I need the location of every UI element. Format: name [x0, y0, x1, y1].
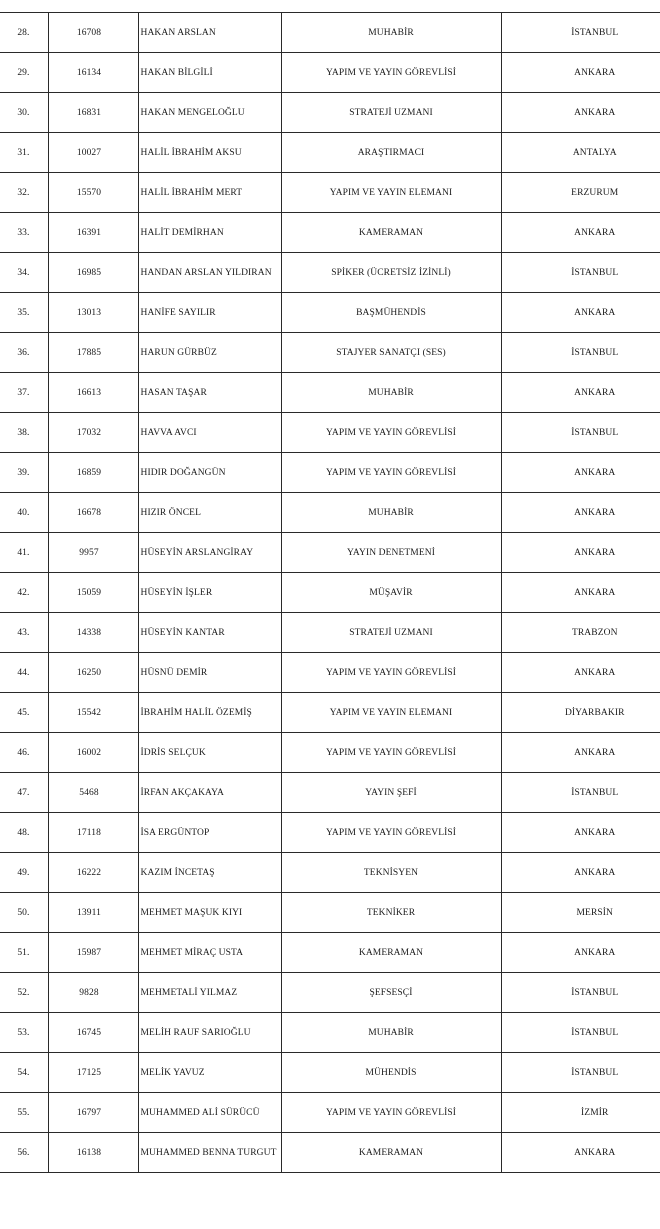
- table-row: [0, 53, 660, 93]
- employee-name: HIZIR ÖNCEL: [138, 493, 281, 533]
- job-title: MÜŞAVİR: [281, 573, 501, 613]
- employee-name: HÜSEYİN ARSLANGİRAY: [138, 533, 281, 573]
- job-title: YAYIN ŞEFİ: [281, 773, 501, 813]
- registry-number: 9828: [48, 973, 138, 1013]
- row-number: 51.: [0, 933, 48, 973]
- table-row: [0, 13, 660, 53]
- row-number: 44.: [0, 653, 48, 693]
- work-city: ANKARA: [501, 53, 660, 93]
- work-city: İSTANBUL: [501, 973, 660, 1013]
- table-row: [0, 933, 660, 973]
- work-city: ANKARA: [501, 373, 660, 413]
- work-city: ANKARA: [501, 293, 660, 333]
- table-row: [0, 573, 660, 613]
- table-row: [0, 1133, 660, 1173]
- registry-number: 15542: [48, 693, 138, 733]
- row-number: 35.: [0, 293, 48, 333]
- registry-number: 16134: [48, 53, 138, 93]
- work-city: ANKARA: [501, 733, 660, 773]
- row-number: 46.: [0, 733, 48, 773]
- job-title: BAŞMÜHENDİS: [281, 293, 501, 333]
- row-number: 47.: [0, 773, 48, 813]
- work-city: İSTANBUL: [501, 413, 660, 453]
- registry-number: 17032: [48, 413, 138, 453]
- job-title: STAJYER SANATÇI (SES): [281, 333, 501, 373]
- row-number: 34.: [0, 253, 48, 293]
- job-title: YAPIM VE YAYIN GÖREVLİSİ: [281, 813, 501, 853]
- registry-number: 17125: [48, 1053, 138, 1093]
- row-number: 37.: [0, 373, 48, 413]
- row-number: 29.: [0, 53, 48, 93]
- personnel-table: [0, 12, 660, 1173]
- job-title: MÜHENDİS: [281, 1053, 501, 1093]
- registry-number: 16859: [48, 453, 138, 493]
- table-row: [0, 1093, 660, 1133]
- work-city: İZMİR: [501, 1093, 660, 1133]
- work-city: İSTANBUL: [501, 1013, 660, 1053]
- registry-number: 14338: [48, 613, 138, 653]
- row-number: 53.: [0, 1013, 48, 1053]
- registry-number: 16985: [48, 253, 138, 293]
- row-number: 50.: [0, 893, 48, 933]
- job-title: YAYIN DENETMENİ: [281, 533, 501, 573]
- work-city: ANKARA: [501, 1133, 660, 1173]
- work-city: ANKARA: [501, 213, 660, 253]
- registry-number: 16002: [48, 733, 138, 773]
- job-title: STRATEJİ UZMANI: [281, 613, 501, 653]
- registry-number: 16678: [48, 493, 138, 533]
- job-title: ARAŞTIRMACI: [281, 133, 501, 173]
- registry-number: 15570: [48, 173, 138, 213]
- table-row: [0, 173, 660, 213]
- table-row: [0, 133, 660, 173]
- work-city: MERSİN: [501, 893, 660, 933]
- employee-name: HALİT DEMİRHAN: [138, 213, 281, 253]
- registry-number: 15059: [48, 573, 138, 613]
- job-title: YAPIM VE YAYIN ELEMANI: [281, 173, 501, 213]
- work-city: İSTANBUL: [501, 13, 660, 53]
- table-row: [0, 893, 660, 933]
- job-title: YAPIM VE YAYIN GÖREVLİSİ: [281, 1093, 501, 1133]
- employee-name: HÜSEYİN İŞLER: [138, 573, 281, 613]
- work-city: ANKARA: [501, 533, 660, 573]
- table-row: [0, 493, 660, 533]
- table-row: [0, 373, 660, 413]
- row-number: 54.: [0, 1053, 48, 1093]
- job-title: STRATEJİ UZMANI: [281, 93, 501, 133]
- job-title: MUHABİR: [281, 1013, 501, 1053]
- table-row: [0, 693, 660, 733]
- row-number: 49.: [0, 853, 48, 893]
- job-title: YAPIM VE YAYIN GÖREVLİSİ: [281, 733, 501, 773]
- employee-name: MELİK YAVUZ: [138, 1053, 281, 1093]
- table-row: [0, 653, 660, 693]
- registry-number: 15987: [48, 933, 138, 973]
- registry-number: 16708: [48, 13, 138, 53]
- registry-number: 16391: [48, 213, 138, 253]
- work-city: DİYARBAKIR: [501, 693, 660, 733]
- work-city: ANKARA: [501, 93, 660, 133]
- employee-name: HANDAN ARSLAN YILDIRAN: [138, 253, 281, 293]
- table-row: [0, 333, 660, 373]
- employee-name: HAKAN MENGELOĞLU: [138, 93, 281, 133]
- work-city: ANKARA: [501, 853, 660, 893]
- work-city: ANKARA: [501, 453, 660, 493]
- employee-name: MUHAMMED BENNA TURGUT: [138, 1133, 281, 1173]
- row-number: 56.: [0, 1133, 48, 1173]
- work-city: İSTANBUL: [501, 1053, 660, 1093]
- work-city: İSTANBUL: [501, 253, 660, 293]
- job-title: KAMERAMAN: [281, 213, 501, 253]
- registry-number: 16613: [48, 373, 138, 413]
- table-row: [0, 253, 660, 293]
- job-title: MUHABİR: [281, 373, 501, 413]
- row-number: 38.: [0, 413, 48, 453]
- job-title: TEKNİKER: [281, 893, 501, 933]
- employee-name: MELİH RAUF SARIOĞLU: [138, 1013, 281, 1053]
- row-number: 36.: [0, 333, 48, 373]
- employee-name: HALİL İBRAHİM MERT: [138, 173, 281, 213]
- row-number: 41.: [0, 533, 48, 573]
- table-row: [0, 773, 660, 813]
- registry-number: 10027: [48, 133, 138, 173]
- row-number: 45.: [0, 693, 48, 733]
- employee-name: İRFAN AKÇAKAYA: [138, 773, 281, 813]
- table-row: [0, 853, 660, 893]
- employee-name: MEHMET MAŞUK KIYI: [138, 893, 281, 933]
- job-title: YAPIM VE YAYIN GÖREVLİSİ: [281, 53, 501, 93]
- employee-name: HÜSNÜ DEMİR: [138, 653, 281, 693]
- work-city: ANKARA: [501, 653, 660, 693]
- job-title: SPİKER (ÜCRETSİZ İZİNLİ): [281, 253, 501, 293]
- employee-name: HAVVA AVCI: [138, 413, 281, 453]
- personnel-table-body: [0, 13, 660, 1173]
- employee-name: HALİL İBRAHİM AKSU: [138, 133, 281, 173]
- work-city: ANKARA: [501, 813, 660, 853]
- employee-name: HIDIR DOĞANGÜN: [138, 453, 281, 493]
- registry-number: 16138: [48, 1133, 138, 1173]
- registry-number: 17885: [48, 333, 138, 373]
- employee-name: MEHMET MİRAÇ USTA: [138, 933, 281, 973]
- registry-number: 16831: [48, 93, 138, 133]
- job-title: KAMERAMAN: [281, 933, 501, 973]
- employee-name: İDRİS SELÇUK: [138, 733, 281, 773]
- work-city: ANTALYA: [501, 133, 660, 173]
- job-title: MUHABİR: [281, 493, 501, 533]
- row-number: 31.: [0, 133, 48, 173]
- employee-name: HAKAN BİLGİLİ: [138, 53, 281, 93]
- registry-number: 13013: [48, 293, 138, 333]
- table-row: [0, 613, 660, 653]
- row-number: 39.: [0, 453, 48, 493]
- registry-number: 16745: [48, 1013, 138, 1053]
- work-city: ANKARA: [501, 933, 660, 973]
- row-number: 42.: [0, 573, 48, 613]
- work-city: ERZURUM: [501, 173, 660, 213]
- work-city: İSTANBUL: [501, 333, 660, 373]
- table-row: [0, 533, 660, 573]
- work-city: ANKARA: [501, 493, 660, 533]
- job-title: YAPIM VE YAYIN ELEMANI: [281, 693, 501, 733]
- table-row: [0, 733, 660, 773]
- registry-number: 9957: [48, 533, 138, 573]
- job-title: YAPIM VE YAYIN GÖREVLİSİ: [281, 413, 501, 453]
- table-row: [0, 453, 660, 493]
- row-number: 30.: [0, 93, 48, 133]
- row-number: 40.: [0, 493, 48, 533]
- table-row: [0, 213, 660, 253]
- employee-name: MUHAMMED ALİ SÜRÜCÜ: [138, 1093, 281, 1133]
- table-row: [0, 293, 660, 333]
- employee-name: İBRAHİM HALİL ÖZEMİŞ: [138, 693, 281, 733]
- job-title: MUHABİR: [281, 13, 501, 53]
- registry-number: 17118: [48, 813, 138, 853]
- table-row: [0, 413, 660, 453]
- employee-name: MEHMETALİ YILMAZ: [138, 973, 281, 1013]
- job-title: ŞEFSESÇİ: [281, 973, 501, 1013]
- row-number: 55.: [0, 1093, 48, 1133]
- job-title: TEKNİSYEN: [281, 853, 501, 893]
- table-row: [0, 813, 660, 853]
- employee-name: İSA ERGÜNTOP: [138, 813, 281, 853]
- employee-name: HÜSEYİN KANTAR: [138, 613, 281, 653]
- row-number: 43.: [0, 613, 48, 653]
- work-city: ANKARA: [501, 573, 660, 613]
- job-title: YAPIM VE YAYIN GÖREVLİSİ: [281, 653, 501, 693]
- employee-name: HARUN GÜRBÜZ: [138, 333, 281, 373]
- job-title: KAMERAMAN: [281, 1133, 501, 1173]
- row-number: 28.: [0, 13, 48, 53]
- registry-number: 16797: [48, 1093, 138, 1133]
- table-row: [0, 973, 660, 1013]
- row-number: 33.: [0, 213, 48, 253]
- table-row: [0, 1053, 660, 1093]
- employee-name: KAZIM İNCETAŞ: [138, 853, 281, 893]
- work-city: TRABZON: [501, 613, 660, 653]
- table-row: [0, 1013, 660, 1053]
- registry-number: 16222: [48, 853, 138, 893]
- employee-name: HASAN TAŞAR: [138, 373, 281, 413]
- row-number: 52.: [0, 973, 48, 1013]
- registry-number: 13911: [48, 893, 138, 933]
- registry-number: 5468: [48, 773, 138, 813]
- personnel-list-page: [0, 12, 660, 1173]
- employee-name: HANİFE SAYILIR: [138, 293, 281, 333]
- employee-name: HAKAN ARSLAN: [138, 13, 281, 53]
- registry-number: 16250: [48, 653, 138, 693]
- row-number: 48.: [0, 813, 48, 853]
- row-number: 32.: [0, 173, 48, 213]
- table-row: [0, 93, 660, 133]
- work-city: İSTANBUL: [501, 773, 660, 813]
- job-title: YAPIM VE YAYIN GÖREVLİSİ: [281, 453, 501, 493]
